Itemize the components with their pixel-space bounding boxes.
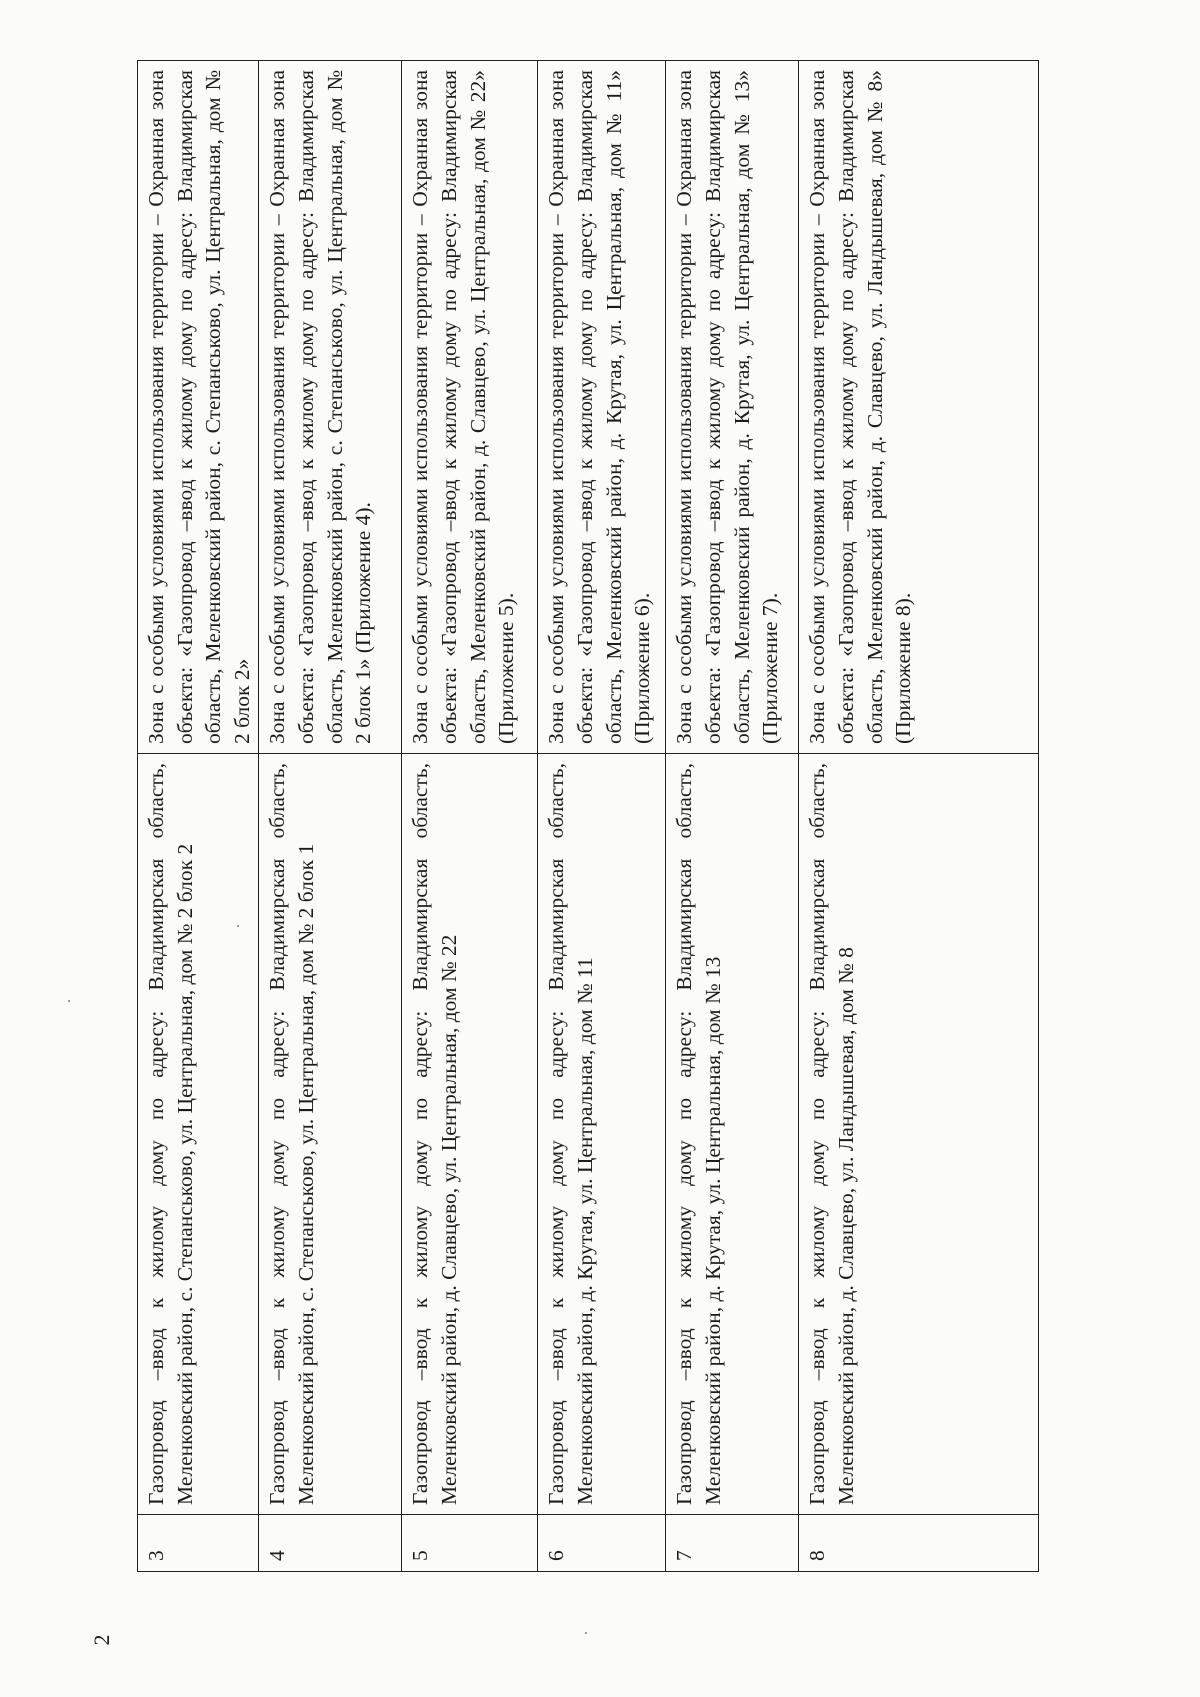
object-cell: Газопровод –ввод к жилому дому по адресу: Владимирская область, Меленковский район, д. Крутая, ул. Центральная, дом № 13	[666, 754, 799, 1515]
scan-speck	[68, 1000, 70, 1002]
table-row	[259, 61, 402, 1572]
zone-cell: Зона с особыми условиями использования территории – Охранная зона объекта: «Газопровод –ввод к жилому дому по адресу: Владимирская область, Меленковский район, д. Славцево, ул. Ландышевая, дом № 8» (Приложение 8).	[799, 61, 1039, 754]
table-row	[799, 61, 1039, 1572]
zone-cell: Зона с особыми условиями использования территории – Охранная зона объекта: «Газопровод –ввод к жилому дому по адресу: Владимирская область, Меленковский район, с. Степанськово, ул. Центральная, дом № 2 блок 2»	[138, 61, 259, 754]
rotated-table-container	[89, 61, 1039, 1646]
zone-cell: Зона с особыми условиями использования территории – Охранная зона объекта: «Газопровод –ввод к жилому дому по адресу: Владимирская область, Меленковский район, с. Степанськово, ул. Центральная, дом № 2 блок 1» (Приложение 4).	[259, 61, 402, 754]
object-cell: Газопровод –ввод к жилому дому по адресу: Владимирская область, Меленковский район, с. Степанськово, ул. Центральная, дом № 2 блок 2	[138, 754, 259, 1515]
zone-cell: Зона с особыми условиями использования территории – Охранная зона объекта: «Газопровод –ввод к жилому дому по адресу: Владимирская область, Меленковский район, д. Крутая, ул. Центральная, дом № 11» (Приложение 6).	[538, 61, 666, 754]
object-cell: Газопровод –ввод к жилому дому по адресу: Владимирская область, Меленковский район, д. Славцево, ул. Центральная, дом № 22	[402, 754, 538, 1515]
zone-cell: Зона с особыми условиями использования территории – Охранная зона объекта: «Газопровод –ввод к жилому дому по адресу: Владимирская область, Меленковский район, д. Славцево, ул. Центральная, дом № 22» (Приложение 5).	[402, 61, 538, 754]
row-number: 8	[799, 1515, 1039, 1572]
object-cell: Газопровод –ввод к жилому дому по адресу: Владимирская область, Меленковский район, д. Славцево, ул. Ландышевая, дом № 8	[799, 754, 1039, 1515]
table-row	[138, 61, 259, 1572]
object-cell: Газопровод –ввод к жилому дому по адресу: Владимирская область, Меленковский район, д. Крутая, ул. Центральная, дом № 11	[538, 754, 666, 1515]
row-number: 3	[138, 1515, 259, 1572]
row-number: 7	[666, 1515, 799, 1572]
table-row	[538, 61, 666, 1572]
zone-cell: Зона с особыми условиями использования территории – Охранная зона объекта: «Газопровод –ввод к жилому дому по адресу: Владимирская область, Меленковский район, д. Крутая, ул. Центральная, дом № 13» (Приложение 7).	[666, 61, 799, 754]
row-number: 5	[402, 1515, 538, 1572]
scan-speck	[585, 1632, 587, 1634]
table-row	[402, 61, 538, 1572]
protection-zones-table	[137, 60, 1039, 1572]
scan-speck	[237, 925, 239, 927]
table-row	[666, 61, 799, 1572]
page-number: 2	[89, 1634, 114, 1646]
object-cell: Газопровод –ввод к жилому дому по адресу: Владимирская область, Меленковский район, с. Степанськово, ул. Центральная, дом № 2 блок 1	[259, 754, 402, 1515]
row-number: 6	[538, 1515, 666, 1572]
row-number: 4	[259, 1515, 402, 1572]
